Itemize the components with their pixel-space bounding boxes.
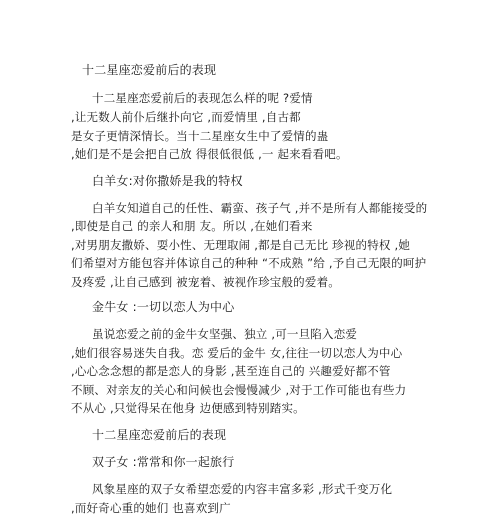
taurus-line-5: 不从心 ,只觉得呆在他身 边便感到特别踏实。 [71, 401, 305, 415]
intro-line-4: ,她们是不是会把自己放 得很低很低 ,一 起来看看吧。 [71, 147, 348, 161]
gemini-line-1: 风象星座的双子女希望恋爱的内容丰富多彩 ,形式千变万化 [92, 482, 393, 496]
section-heading-gemini: 双子女 :常常和你一起旅行 [92, 455, 235, 469]
intro-line-2: ,让无数人前仆后继扑向它 ,而爱情里 ,自古都 [71, 110, 301, 124]
aries-line-1: 白羊女知道自己的任性、霸蛮、孩子气 ,并不是所有人都能接受的 [92, 201, 428, 215]
intro-line-3: 是女子更情深情长。当十二星座女生中了爱情的蛊 [71, 129, 329, 143]
section-heading-taurus: 金牛女 :一切以恋人为中心 [92, 300, 235, 314]
aries-line-3: ,对男朋友撒娇、耍小性、无理取闹 ,都是自己无比 珍视的特权 ,她 [71, 238, 411, 252]
taurus-line-3: ,心心念念想的都是恋人的身影 ,甚至连自己的 兴趣爱好都不管 [71, 364, 391, 378]
intro-line-1: 十二星座恋爱前后的表现怎么样的呢 ?爱情 [92, 91, 313, 105]
repeated-title-heading: 十二星座恋爱前后的表现 [92, 428, 227, 442]
aries-line-2: ,即使是自己 的亲人和朋 友。所以 ,在她们看来 [71, 219, 313, 233]
taurus-line-2: ,她们很容易迷失自我。恋 爱后的金牛 女,往往一切以恋人为中心 [71, 346, 403, 360]
gemini-line-2: ,而好奇心重的她们 也喜欢到广 [71, 501, 231, 515]
aries-line-4: 们希望对方能包容并体谅自己的种种 “不成熟 ”给 ,予自己无限的呵护 [71, 256, 427, 270]
section-heading-aries: 白羊女:对你撒娇是我的特权 [92, 174, 243, 188]
article-title: 十二星座恋爱前后的表现 [82, 63, 217, 77]
taurus-line-1: 虽说恋爱之前的金牛女坚强、独立 ,可一旦陷入恋爱 [92, 327, 358, 341]
aries-line-5: 及疼爱 ,让自己感到 被宠着、被视作珍宝般的爱着。 [71, 275, 340, 289]
taurus-line-4: 不顾、对亲友的关心和问候也会慢慢减少 ,对于工作可能也有些力 [71, 383, 407, 397]
